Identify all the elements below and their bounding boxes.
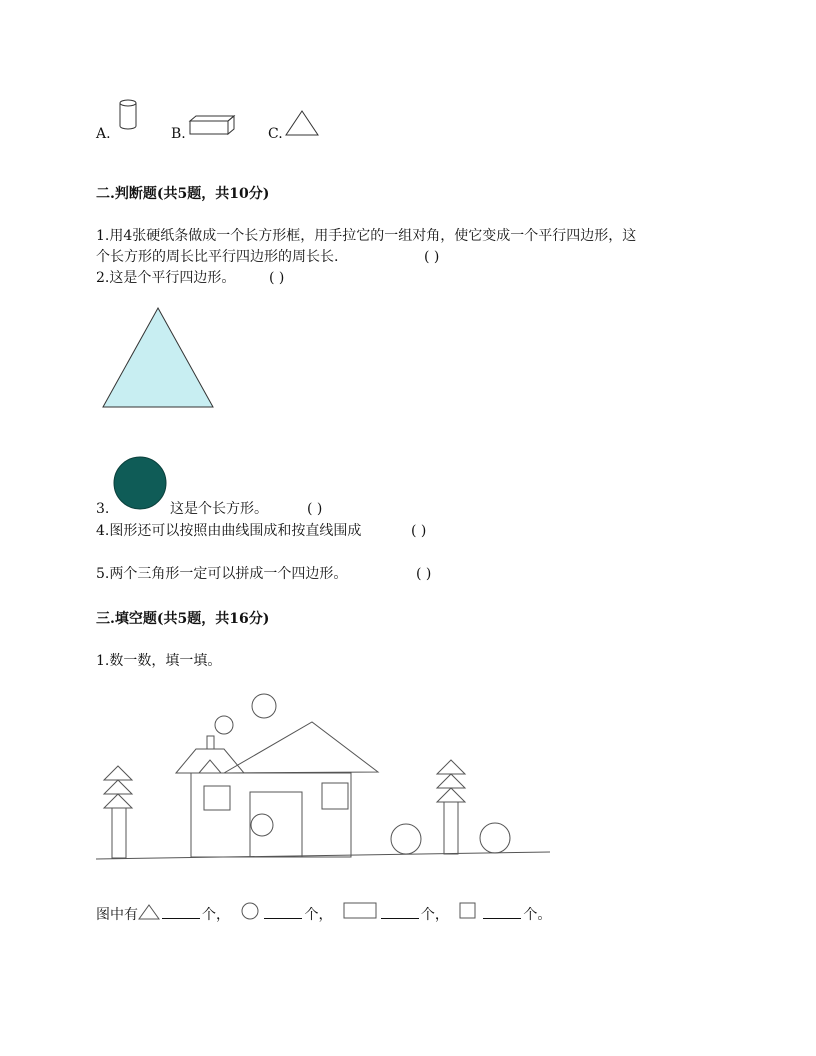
ground-circle-right — [480, 823, 510, 853]
cylinder-icon — [118, 98, 138, 132]
roof-right — [224, 722, 378, 773]
option-b-label: B. — [171, 126, 186, 142]
unit-4: 个。 — [523, 907, 552, 923]
q2-answer-paren: ( ) — [269, 270, 285, 286]
sky-circle-small — [215, 716, 233, 734]
window-left — [204, 786, 230, 810]
q3-answer-paren: ( ) — [307, 501, 323, 517]
q5-answer-paren: ( ) — [416, 566, 432, 582]
q2-text: 2.这是个平行四边形。 — [96, 270, 236, 286]
answer-prefix: 图中有 — [96, 907, 138, 923]
q1-answer-paren: ( ) — [424, 249, 440, 265]
q3-text: 这是个长方形。 — [170, 501, 268, 517]
section3-heading: 三.填空题(共5题，共16分) — [96, 611, 270, 627]
window-right — [322, 783, 348, 809]
ground-circle-left — [391, 824, 421, 854]
q2-triangle-figure — [100, 305, 220, 415]
sky-circle-large — [252, 694, 276, 718]
circle-count-blank[interactable] — [264, 904, 302, 919]
section2-heading: 二.判断题(共5题，共10分) — [96, 186, 270, 202]
q3-circle-figure — [113, 456, 169, 512]
q3-number: 3. — [96, 501, 110, 517]
triangle-icon — [285, 109, 321, 137]
q1-line2: 个长方形的周长比平行四边形的周长长. — [96, 249, 339, 265]
q5-text: 5.两个三角形一定可以拼成一个四边形。 — [96, 566, 348, 582]
roof-left — [176, 749, 244, 773]
square-count-blank[interactable] — [483, 904, 521, 919]
rectangle-count-blank[interactable] — [381, 904, 419, 919]
q4-answer-paren: ( ) — [411, 523, 427, 539]
q4-text: 4.图形还可以按照由曲线围成和按直线围成 — [96, 523, 362, 539]
rectangle-icon — [343, 902, 379, 920]
s3-q1-text: 1.数一数，填一填。 — [96, 653, 222, 669]
unit-1: 个， — [202, 907, 230, 923]
house-scene-figure — [94, 688, 554, 868]
triangle-count-blank[interactable] — [162, 904, 200, 919]
circle-icon — [240, 903, 262, 921]
option-c-label: C. — [268, 126, 283, 142]
door — [250, 792, 302, 857]
left-tree — [104, 766, 132, 858]
q1-line1: 1.用4张硬纸条做成一个长方形框，用手拉它的一组对角，使它变成一个平行四边形，这 — [96, 228, 637, 244]
unit-3: 个， — [420, 907, 449, 923]
answer-row — [96, 902, 551, 925]
square-icon — [459, 902, 481, 920]
option-a-label: A. — [96, 126, 111, 142]
cuboid-icon — [188, 115, 238, 137]
right-tree — [437, 760, 465, 854]
triangle-icon — [138, 904, 160, 920]
unit-2: 个， — [304, 907, 333, 923]
door-circle — [251, 814, 273, 836]
ground-line — [96, 852, 550, 859]
chimney — [207, 736, 214, 749]
